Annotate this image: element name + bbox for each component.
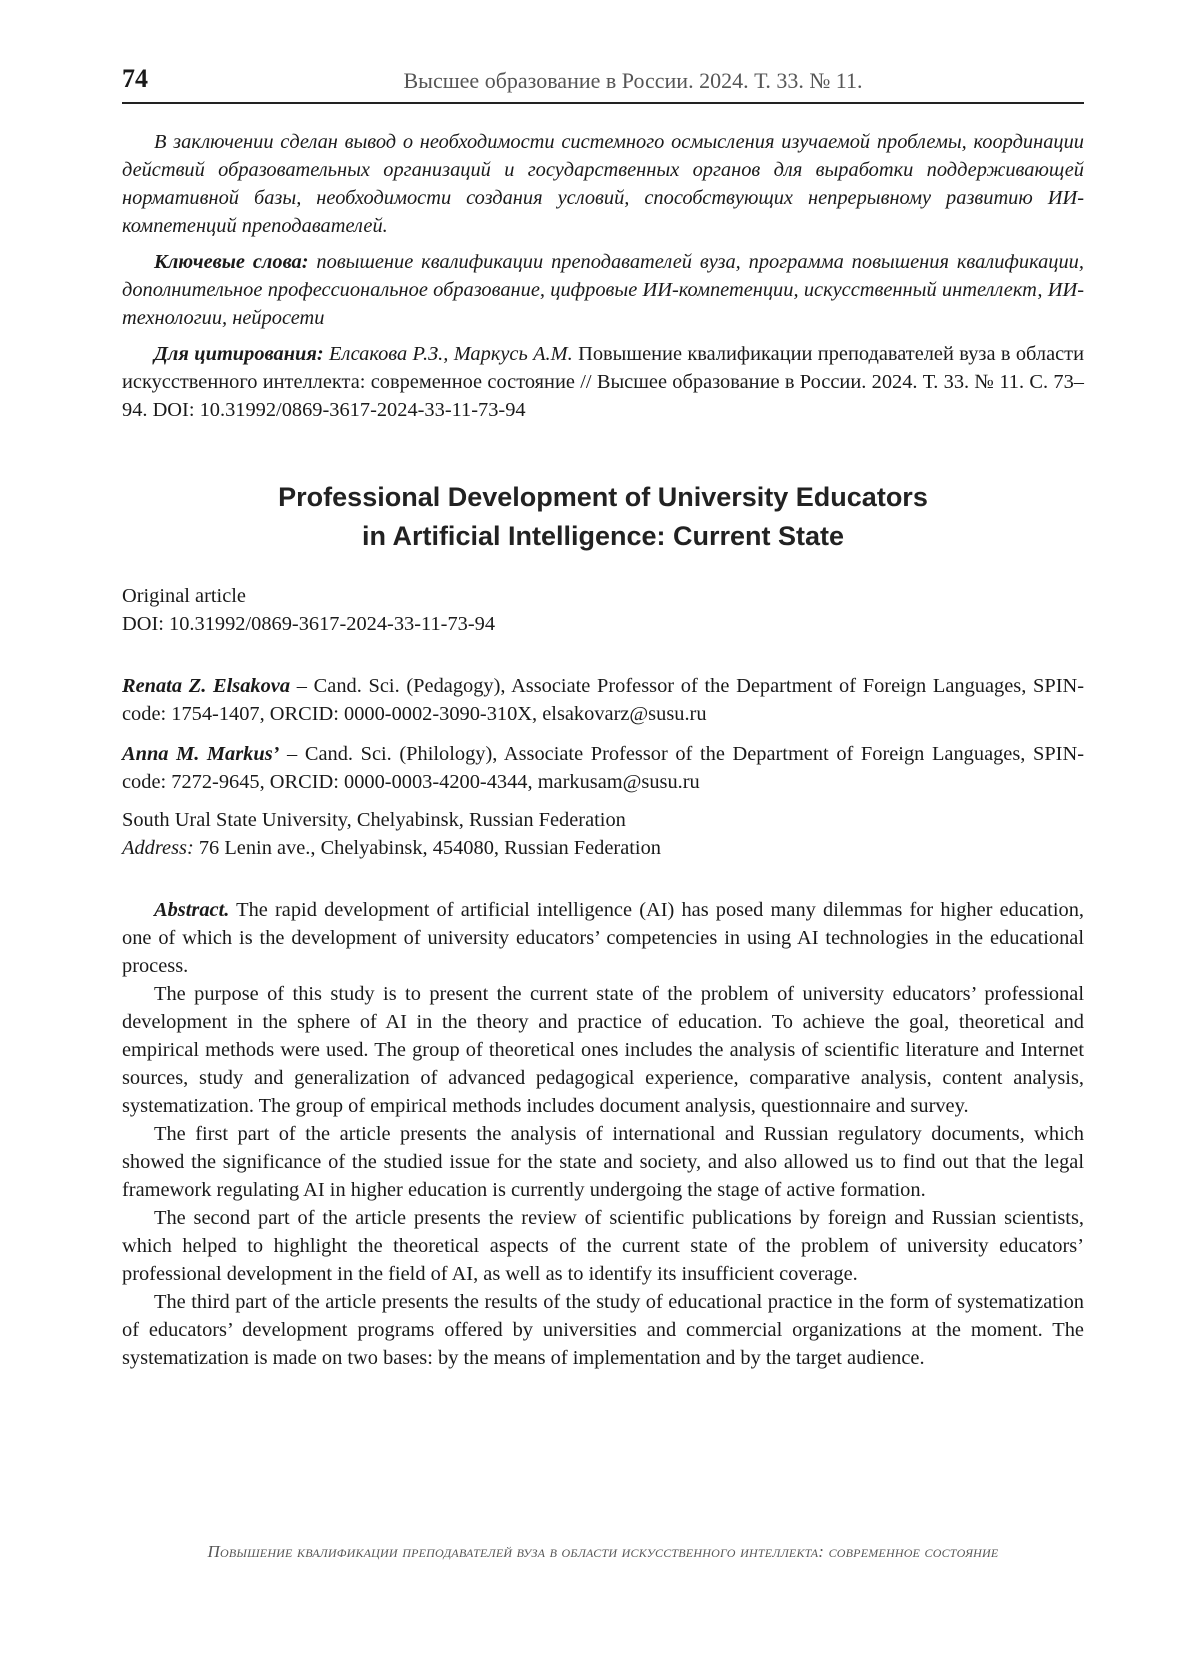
keywords-text: повышение квалификации преподавателей вуза, программа повышения квалификации, дополнительное профессиональное образование, цифровые ИИ-компетенции, искусственный интеллект, ИИ-технологии, нейросети [122, 251, 1084, 329]
abstract-label: Abstract. [154, 899, 230, 921]
author-name: Anna M. Markus’ [122, 743, 280, 765]
abstract-paragraph: The second part of the article presents the review of scientific publications by foreign and Russian scientists, which helped to highlight the theoretical aspects of the current state of the problem of university educators’ professional development in the field of AI, as well as to identify its insufficient coverage. [122, 1207, 1084, 1285]
russian-abstract-section [122, 128, 1084, 432]
abstract-text: The rapid development of artificial intelligence (AI) has posed many dilemmas for higher education, one of which is the development of university educators’ competencies in using AI technologies in the educational process. [122, 899, 1084, 977]
running-header [122, 62, 1084, 104]
citation [122, 340, 1084, 424]
article-doi: DOI: 10.31992/0869-3617-2024-33-11-73-94 [122, 613, 496, 635]
abstract-paragraph [122, 896, 1084, 980]
author-list [122, 672, 1084, 808]
author-name: Renata Z. Elsakova [122, 675, 291, 697]
title-line-1: Professional Development of University Educators [278, 482, 928, 512]
article-type: Original article [122, 585, 246, 607]
citation-authors: Елсакова Р.З., Маркусь А.М. [323, 343, 573, 365]
university: South Ural State University, Chelyabinsk, Russian Federation [122, 809, 626, 831]
title-line-2: in Artificial Intelligence: Current State [361, 521, 845, 551]
citation-label: Для цитирования: [154, 343, 324, 365]
abstract-paragraph: The purpose of this study is to present the current state of the problem of university educators’ professional development in the sphere of AI in the theory and practice of education. To achieve the goal, theoretical and empirical methods were used. The group of theoretical ones includes the analysis of scientific literature and Internet sources, study and generalization of advanced pedagogical experience, comparative analysis, content analysis, systematization. The group of empirical methods includes document analysis, questionnaire and survey. [122, 983, 1084, 1117]
address-text: 76 Lenin ave., Chelyabinsk, 454080, Russian Federation [193, 837, 661, 859]
abstract-paragraph: The third part of the article presents the results of the study of educational practice in the form of systematization of educators’ development programs offered by universities and commercial organizations at the moment. The systematization is made on two bases: by the means of implementation and by the target audience. [122, 1291, 1084, 1369]
running-footer: Повышение квалификации преподавателей вуза в области искусственного интеллекта: современное состояние [207, 1542, 999, 1561]
keywords-label: Ключевые слова: [154, 251, 309, 273]
page-number: 74 [122, 64, 148, 93]
article-meta [122, 582, 495, 638]
journal-title: Высшее образование в России. 2024. Т. 33. № 11. [403, 68, 863, 93]
author-entry [122, 740, 1084, 796]
citation-text: Повышение квалификации преподавателей вуза в области искусственного интеллекта: современное состояние // Высшее образование в России. 2024. Т. 33. № 11. С. 73–94. DOI: 10.31992/0869-3617-2024-33-11-73-94 [122, 343, 1085, 421]
keywords [122, 248, 1084, 332]
author-entry [122, 672, 1084, 728]
address-label: Address: [122, 837, 194, 859]
address [122, 834, 661, 862]
abstract-en [122, 896, 1084, 1372]
author-details: – Cand. Sci. (Pedagogy), Associate Professor of the Department of Foreign Languages, SPIN-code: 1754-1407, ORCID: 0000-0002-3090-310X, elsakovarz@susu.ru [122, 675, 1085, 725]
ru-abstract-conclusion: В заключении сделан вывод о необходимости системного осмысления изучаемой проблемы, координации действий образовательных организаций и государственных органов для выработки поддерживающей нормативной базы, необходимости создания условий, способствующих непрерывному развитию ИИ-компетенций преподавателей. [122, 131, 1084, 237]
article-title-en [122, 478, 1084, 556]
abstract-paragraph: The first part of the article presents the analysis of international and Russian regulatory documents, which showed the significance of the studied issue for the state and society, and also allowed us to find out that the legal framework regulating AI in higher education is currently undergoing the stage of active formation. [122, 1123, 1084, 1201]
affiliation [122, 806, 661, 862]
author-details: – Cand. Sci. (Philology), Associate Professor of the Department of Foreign Languages, SPIN-code: 7272-9645, ORCID: 0000-0003-4200-4344, markusam@susu.ru [122, 743, 1084, 793]
